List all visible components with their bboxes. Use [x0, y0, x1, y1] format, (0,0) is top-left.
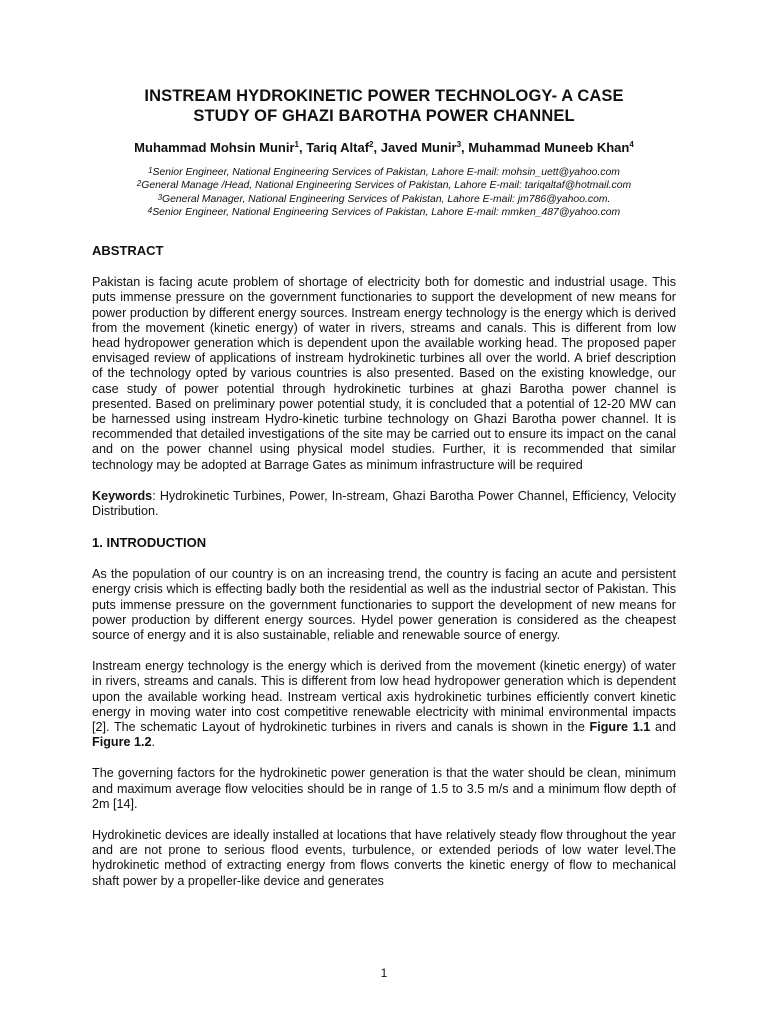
affiliation-text: Senior Engineer, National Engineering Services of Pakistan, Lahore E-mail: mmken_487@yahoo.com: [152, 206, 621, 218]
keywords: [92, 489, 676, 519]
abstract-text: Pakistan is facing acute problem of shortage of electricity both for domestic and industrial usage. This puts immense pressure on the government functionaries to support the development of new means for power production by different energy sources. Instream energy technology is the energy which is derived from the movement (kinetic energy) of water in rivers, streams and canals. This is different from low head hydropower generation which is dependent upon the available working head. The proposed paper envisaged review of applications of instream hydrokinetic turbines all over the world. A brief description of the technology opted by various countries is also presented. Based on the existing knowledge, our case study of power potential through hydrokinetic turbines at ghazi Barotha power channel is presented. Based on preliminary power potential study, it is concluded that a potential of 12-20 MW can be harnessed using instream Hydro-kinetic turbine technology on Ghazi Barotha power channel. It is recommended that detailed investigations of the site may be carried out to ensure its impact on the canal and on the power channel using physical model studies. Further, it is recommended that similar technology may be adopted at Barrage Gates as minimum infrastructure will be required: [92, 275, 676, 472]
figure-ref-1-2[interactable]: Figure 1.2: [92, 735, 152, 750]
author-sup: 1: [294, 140, 299, 149]
abstract-heading: ABSTRACT: [92, 243, 164, 259]
author-separator: ,: [373, 140, 381, 155]
affiliation-sup: 4: [147, 205, 153, 215]
intro-heading: 1. INTRODUCTION: [92, 535, 207, 551]
intro-paragraph-2: [92, 659, 676, 750]
affiliation-text: General Manage /Head, National Engineering Services of Pakistan, Lahore E-mail: tariqaltaf@hotmail.com: [141, 180, 632, 192]
author-sup: 3: [456, 140, 462, 149]
affiliation: [92, 179, 676, 192]
affiliation-text: General Manager, National Engineering Services of Pakistan, Lahore E-mail: jm786@yahoo.com.: [162, 193, 611, 205]
intro-paragraph-4: Hydrokinetic devices are ideally installed at locations that have relatively steady flow throughout the year and are not prone to serious flood events, turbulence, or extended periods of low water level.The hydrokinetic method of extracting energy from flows converts the kinetic energy of flow to mechanical shaft power by a propeller-like device and generates: [92, 828, 676, 888]
affiliation-sup: 1: [148, 166, 153, 175]
affiliation: [92, 206, 676, 219]
keywords-label: Keywords: [92, 488, 153, 503]
author-separator: ,: [461, 140, 469, 155]
paper-title: [92, 86, 676, 126]
title-line-2: STUDY OF GHAZI BAROTHA POWER CHANNEL: [193, 107, 575, 125]
author-name: Muhammad Muneeb Khan: [468, 140, 630, 155]
affiliation-sup: 2: [136, 179, 142, 189]
intro-paragraph-3: The governing factors for the hydrokinetic power generation is that the water should be clean, minimum and maximum average flow velocities should be in range of 1.5 to 3.5 m/s and a minimum flow depth of 2m [14].: [92, 766, 676, 811]
intro-p2-text: Instream energy technology is the energy which is derived from the movement (kinetic energy) of water in rivers, streams and canals. This is different from low head hydropower generation which is dependent upon the available working head. Instream vertical axis hydrokinetic turbines efficiently convert kinetic energy in moving water into cost competitive renewable electricity with minimal environmental impacts [2]. The schematic Layout of hydrokinetic turbines in rivers and canals is shown in the: [92, 659, 676, 735]
author-name: Tariq Altaf: [306, 140, 370, 155]
affiliation-text: Senior Engineer, National Engineering Services of Pakistan, Lahore E-mail: mohsin_uett@yahoo.com: [152, 167, 620, 178]
affiliation: [92, 166, 676, 179]
intro-paragraph-1: As the population of our country is on an increasing trend, the country is facing an acute and persistent energy crisis which is effecting badly both the residential as well as the industrial sector of Pakistan. This puts immense pressure on the government functionaries to support the development of new means for power production by different energy sources. Hydel power generation is considered as the cheapest source of energy and it is also sustainable, reliable and renewable source of energy.: [92, 567, 676, 643]
figure-ref-1-1[interactable]: Figure 1.1: [589, 720, 651, 735]
paper-page: [92, 86, 676, 889]
author-sup: 4: [629, 140, 634, 149]
affiliation-sup: 3: [157, 192, 163, 202]
page-number: 1: [380, 966, 388, 980]
author-list: [92, 140, 676, 156]
intro-p2-and: and: [650, 720, 676, 735]
title-line-1: INSTREAM HYDROKINETIC POWER TECHNOLOGY- A CASE: [144, 87, 624, 105]
author-sup: 2: [369, 140, 374, 149]
author-name: Javed Munir: [380, 140, 457, 155]
affiliation-list: [92, 166, 676, 219]
author-name: Muhammad Mohsin Munir: [134, 140, 295, 155]
intro-p2-end: .: [151, 735, 155, 750]
keywords-text: : Hydrokinetic Turbines, Power, In-stream, Ghazi Barotha Power Channel, Efficiency, Velocity Distribution.: [92, 488, 676, 519]
affiliation: [92, 193, 676, 206]
author-separator: ,: [298, 140, 307, 155]
